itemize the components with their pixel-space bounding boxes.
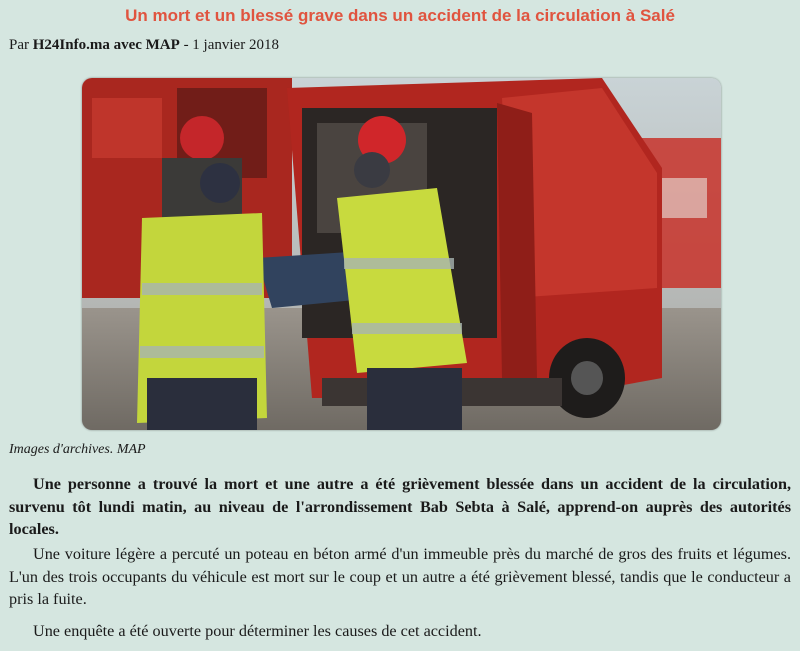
byline-prefix: Par bbox=[9, 37, 33, 53]
byline-source[interactable]: H24Info.ma avec MAP bbox=[32, 37, 180, 53]
byline-date: - 1 janvier 2018 bbox=[179, 37, 279, 53]
body-paragraph: Une enquête a été ouverte pour déterminer les causes de cet accident. bbox=[33, 622, 482, 640]
byline bbox=[9, 37, 279, 54]
article-title: Un mort et un blessé grave dans un accident de la circulation à Salé bbox=[125, 6, 675, 25]
body-paragraph: Une voiture légère a percuté un poteau en béton armé d'un immeuble près du marché de gros des fruits et légumes. L'un des trois occupants du véhicule est mort sur le coup et un autre a été grièvement blessé, tandis que le conducteur a pris la fuite. bbox=[9, 545, 791, 608]
lead-paragraph: Une personne a trouvé la mort et une autre a été grièvement blessée dans un accident de la circulation, survenu tôt lundi matin, au niveau de l'arrondissement Bab Sebta à Salé, apprend-on auprès des autorités locales. bbox=[9, 475, 791, 538]
image-caption: Images d'archives. MAP bbox=[9, 442, 146, 457]
article-photo bbox=[82, 78, 721, 430]
